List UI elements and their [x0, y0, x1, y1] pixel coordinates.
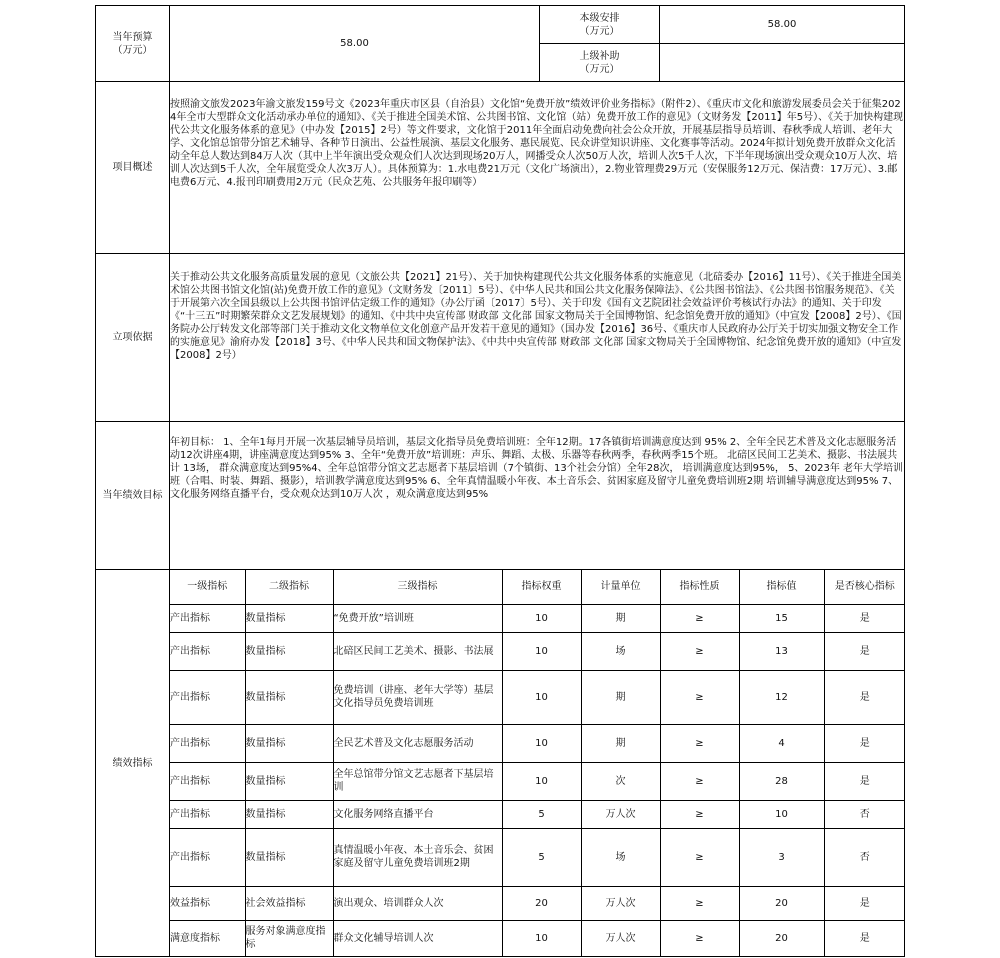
row-value: 28 — [739, 762, 824, 800]
header-level1: 一级指标 — [170, 570, 245, 604]
row-weight: 10 — [502, 762, 581, 800]
row-level3: 文化服务网络直播平台 — [333, 800, 502, 828]
indicators-table — [170, 570, 905, 956]
row-weight: 5 — [502, 800, 581, 828]
row-unit: 万人次 — [581, 886, 660, 920]
row-nature: ≥ — [660, 828, 739, 886]
overview-text: 按照渝文旅发2023年渝文旅发159号文《2023年重庆市区县（自治县）文化馆“免费开放”绩效评价业务指标》（附件2）、《重庆市文化和旅游发展委员会关于征集2024年全市大型群众文化活动承办单位的通知》、《关于推进全国美术馆、公共图书馆、文化馆（站）免费开放工作的意见》（文财务发【2011】年5号）、《关于加快构建现代公共文化服务体系的意见》（中办发【2015】2号）等文件要求，文化馆于2011年全面启动免费向社会公众开放，开展基层指导员培训、春秋季成人培训、老年大学、文化馆总馆带分馆艺术辅导、各种节日演出、公益性展演、基层文化服务、惠民展览、民众讲堂知识讲座、文化赛事等活动。2024年拟计划免费开放群众文化活动全年总人数达到84万人次（其中上半年演出受众观众们人次达到现场20万人，网播受众人次50万人次，培训人次5千人次，下半年现场演出受众观众10万人次、培训人次达到5千人次，全年展览受众人次3万人）。具体预算为：1.水电费21万元（文化广场演出），2.物业管理费29万元（安保服务12万元、保洁费：17万元）、3.邮电费6万元、4.报刊印刷费用2万元（民众艺苑、公共服务年报印刷等） — [170, 82, 905, 254]
row-level2: 数量指标 — [245, 828, 333, 886]
row-level3: 真情温暖小年夜、本土音乐会、贫困家庭及留守儿童免费培训班2期 — [333, 828, 502, 886]
row-level1: 产出指标 — [170, 724, 245, 762]
row-nature: ≥ — [660, 886, 739, 920]
indicators-cell — [170, 570, 905, 957]
row-weight: 10 — [502, 670, 581, 724]
row-level1: 产出指标 — [170, 828, 245, 886]
row-value: 10 — [739, 800, 824, 828]
row-level3: “免费开放”培训班 — [333, 604, 502, 632]
row-level3: 全年总馆带分馆文艺志愿者下基层培训 — [333, 762, 502, 800]
row-level2: 数量指标 — [245, 670, 333, 724]
row-weight: 20 — [502, 886, 581, 920]
row-core: 是 — [824, 762, 905, 800]
row-core: 是 — [824, 670, 905, 724]
budget-value: 58.00 — [170, 6, 540, 82]
row-level3: 演出观众、培训群众人次 — [333, 886, 502, 920]
row-value: 20 — [739, 886, 824, 920]
row-weight: 10 — [502, 920, 581, 956]
table-row — [170, 886, 905, 920]
table-row — [170, 632, 905, 670]
row-core: 否 — [824, 828, 905, 886]
table-row — [170, 724, 905, 762]
row-unit: 期 — [581, 724, 660, 762]
goals-text: 年初目标： 1、全年1每月开展一次基层辅导员培训，基层文化指导员免费培训班：全年12期。17各镇街培训满意度达到 95% 2、全年全民艺术普及文化志愿服务活动12次讲座4期，讲座满意度达到95% 3、全年“免费开放”培训班：声乐、舞蹈、太极、乐器等春秋两季，春秋两季15个班。 北碚区民间工艺美术、摄影、书法展共计 13场， 群众满意度达到95%4、全年总馆带分馆文艺志愿者下基层培训（7个镇街、13个社会分馆）全年28次， 培训满意度达到95%， 5、2023年 老年大学培训班（合唱、时装、舞蹈、摄影），培训教学满意度达到95% 6、全年真情温暖小年夜、本土音乐会、贫困家庭及留守儿童免费培训班2期 培训辅导满意度达到95% 7、文化服务网络直播平台，受众观众达到10万人次 ，观众满意度达到95% — [170, 422, 905, 570]
table-row — [170, 828, 905, 886]
row-level1: 满意度指标 — [170, 920, 245, 956]
row-nature: ≥ — [660, 920, 739, 956]
header-nature: 指标性质 — [660, 570, 739, 604]
row-weight: 10 — [502, 724, 581, 762]
row-unit: 场 — [581, 632, 660, 670]
own-funding-label: 本级安排 （万元） — [540, 6, 660, 44]
indicators-header-row — [170, 570, 905, 604]
own-funding-value: 58.00 — [660, 6, 905, 44]
row-level3: 群众文化辅导培训人次 — [333, 920, 502, 956]
superior-subsidy-label: 上级补助 （万元） — [540, 44, 660, 82]
row-core: 是 — [824, 886, 905, 920]
row-value: 12 — [739, 670, 824, 724]
row-level3: 全民艺术普及文化志愿服务活动 — [333, 724, 502, 762]
row-level3: 免费培训（讲座、老年大学等）基层文化指导员免费培训班 — [333, 670, 502, 724]
row-value: 13 — [739, 632, 824, 670]
row-nature: ≥ — [660, 632, 739, 670]
row-level2: 数量指标 — [245, 632, 333, 670]
header-core: 是否核心指标 — [824, 570, 905, 604]
row-value: 4 — [739, 724, 824, 762]
row-level2: 服务对象满意度指标 — [245, 920, 333, 956]
indicators-label: 绩效指标 — [96, 570, 170, 957]
budget-label: 当年预算 （万元） — [96, 6, 170, 82]
row-level1: 产出指标 — [170, 670, 245, 724]
row-nature: ≥ — [660, 762, 739, 800]
table-row — [170, 670, 905, 724]
row-nature: ≥ — [660, 800, 739, 828]
row-value: 3 — [739, 828, 824, 886]
row-unit: 期 — [581, 604, 660, 632]
row-nature: ≥ — [660, 724, 739, 762]
header-level3: 三级指标 — [333, 570, 502, 604]
row-level2: 数量指标 — [245, 800, 333, 828]
header-unit: 计量单位 — [581, 570, 660, 604]
row-level1: 产出指标 — [170, 800, 245, 828]
row-nature: ≥ — [660, 604, 739, 632]
row-core: 是 — [824, 920, 905, 956]
row-nature: ≥ — [660, 670, 739, 724]
row-unit: 期 — [581, 670, 660, 724]
row-unit: 次 — [581, 762, 660, 800]
table-row — [170, 762, 905, 800]
table-row — [170, 604, 905, 632]
goals-label: 当年绩效目标 — [96, 422, 170, 570]
row-core: 是 — [824, 724, 905, 762]
row-weight: 10 — [502, 632, 581, 670]
table-row — [170, 920, 905, 956]
basis-text: 关于推动公共文化服务高质量发展的意见（文旅公共【2021】21号）、关于加快构建现代公共文化服务体系的实施意见（北碚委办【2016】11号）、《关于推进全国美术馆公共图书馆文化馆(站)免费开放工作的意见》（文财务发〔2011〕5号）、《中华人民共和国公共文化服务保障法》、《公共图书馆法》、《公共图书馆服务规范》、《关于开展第六次全国县级以上公共图书馆评估定级工作的通知》（办公厅函〔2017〕5号）、关于印发《国有文艺院团社会效益评价考核试行办法》的通知、关于印发《“十三五”时期繁荣群众文艺发展规划》的通知、《中共中央宣传部 财政部 文化部 国家文物局关于全国博物馆、纪念馆免费开放的通知》（中宣发【2008】2号）、《国务院办公厅转发文化部等部门关于推动文化文物单位文化创意产品开发若干意见的通知》（国办发【2016】36号、《重庆市人民政府办公厅关于切实加强文物安全工作的实施意见》渝府办发【2018】3号、《中华人民共和国文物保护法》、《中共中央宣传部 财政部 文化部 国家文物局关于全国博物馆、纪念馆免费开放的通知》（中宣发【2008】2号） — [170, 254, 905, 422]
row-unit: 场 — [581, 828, 660, 886]
table-row — [170, 800, 905, 828]
header-value: 指标值 — [739, 570, 824, 604]
row-level2: 数量指标 — [245, 724, 333, 762]
row-core: 否 — [824, 800, 905, 828]
header-weight: 指标权重 — [502, 570, 581, 604]
row-unit: 万人次 — [581, 920, 660, 956]
row-level1: 产出指标 — [170, 604, 245, 632]
row-level2: 数量指标 — [245, 604, 333, 632]
row-value: 20 — [739, 920, 824, 956]
row-level2: 数量指标 — [245, 762, 333, 800]
row-level3: 北碚区民间工艺美术、摄影、书法展 — [333, 632, 502, 670]
row-level1: 产出指标 — [170, 632, 245, 670]
row-unit: 万人次 — [581, 800, 660, 828]
row-core: 是 — [824, 632, 905, 670]
performance-document-table — [95, 5, 905, 957]
header-level2: 二级指标 — [245, 570, 333, 604]
overview-label: 项目概述 — [96, 82, 170, 254]
basis-label: 立项依据 — [96, 254, 170, 422]
superior-subsidy-value — [660, 44, 905, 82]
row-core: 是 — [824, 604, 905, 632]
row-weight: 10 — [502, 604, 581, 632]
row-level2: 社会效益指标 — [245, 886, 333, 920]
row-level1: 产出指标 — [170, 762, 245, 800]
row-value: 15 — [739, 604, 824, 632]
row-weight: 5 — [502, 828, 581, 886]
row-level1: 效益指标 — [170, 886, 245, 920]
